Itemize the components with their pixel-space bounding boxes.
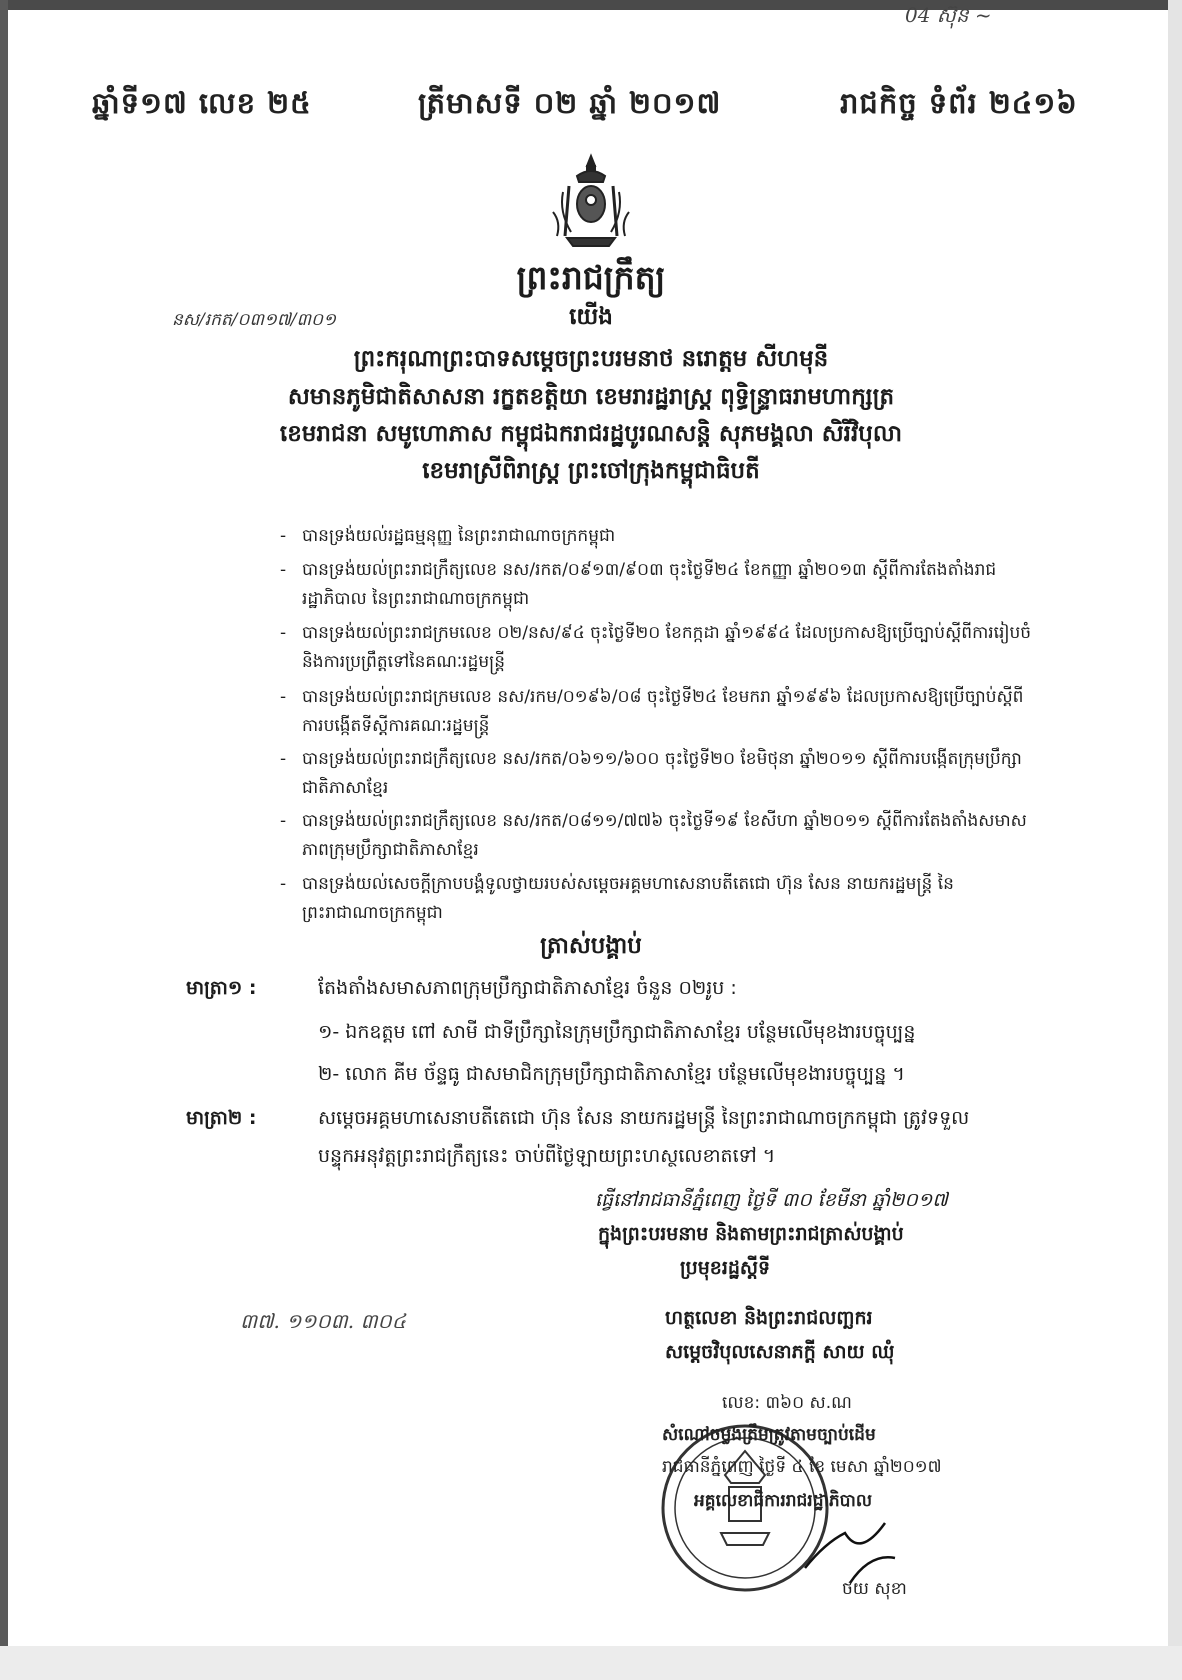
visa-item: - បានទ្រង់យល់សេចក្តីក្រាបបង្គំទូលថ្វាយរបស់សម្តេចអគ្គមហាសេនាបតីតេជោ ហ៊ុន សែន នាយករដ្ឋមន្ត្រី នៃព្រះរាជាណាចក្រកម្ពុជា [280, 870, 1040, 928]
scan-edge-top [0, 0, 1182, 10]
signature-line-4: សម្តេចវិបុលសេនាភក្តី សាយ ឈុំ [665, 1341, 895, 1363]
article-2-line-1: សម្តេចអគ្គមហាសេនាបតីតេជោ ហ៊ុន សែន នាយករដ្ឋមន្ត្រី នៃព្រះរាជាណាចក្រកម្ពុជា ត្រូវទទួល [318, 1107, 970, 1129]
visa-text: បានទ្រង់យល់រដ្ឋធម្មនុញ្ញ នៃព្រះរាជាណាចក្រកម្ពុជា [302, 526, 616, 546]
visa-text: បានទ្រង់យល់ព្រះរាជក្រឹត្យលេខ នស/រកត/០៩១៣/៩០៣ ចុះថ្ងៃទី២៤ ខែកញ្ញា ឆ្នាំ២០១៣ ស្តីពីការតែងតាំងរាជរដ្ឋាភិបាល នៃព្រះរាជាណាចក្រកម្ពុជា [302, 560, 997, 609]
article-1-intro: តែងតាំងសមាសភាពក្រុមប្រឹក្សាជាតិភាសាខ្មែរ ចំនួន ០២រូប : [318, 977, 737, 999]
visa-item: - បានទ្រង់យល់ព្រះរាជក្រឹត្យលេខ នស/រកត/០៩១៣/៩០៣ ចុះថ្ងៃទី២៤ ខែកញ្ញា ឆ្នាំ២០១៣ ស្តីពីការតែងតាំងរាជរដ្ឋាភិបាល នៃព្រះរាជាណាចក្រកម្ពុជា [280, 556, 1040, 614]
stamp-number: លេខ: ៣៦០ ស.ណ [722, 1393, 852, 1413]
royal-title-line-1: ព្រះករុណាព្រះបាទសម្តេចព្រះបរមនាថ នរោត្តម សីហមុនី [353, 346, 829, 372]
visa-item: - បានទ្រង់យល់ព្រះរាជក្រឹត្យលេខ នស/រកត/០៨១១/៧៧៦ ចុះថ្ងៃទី១៩ ខែសីហា ឆ្នាំ២០១១ ស្តីពីការតែងតាំងសមាសភាពក្រុមប្រឹក្សាជាតិភាសាខ្មែរ [280, 807, 1040, 865]
visa-item: - បានទ្រង់យល់ព្រះរាជក្រមលេខ នស/រកម/០១៩៦/០៨ ចុះថ្ងៃទី២៤ ខែមករា ឆ្នាំ១៩៩៦ ដែលប្រកាសឱ្យប្រើច្បាប់ស្តីពីការបង្កើតទីស្តីការគណៈរដ្ឋមន្ត្រី [280, 683, 1040, 741]
signature-line-1: ក្នុងព្រះបរមនាម និងតាមព្រះរាជត្រាស់បង្គាប់ [598, 1223, 904, 1245]
stamp-certified-copy: សំណៅចម្លងត្រឹមត្រូវតាមច្បាប់ដើម [662, 1425, 876, 1445]
gazette-year-issue: ឆ្នាំទី១៧ លេខ ២៥ [92, 86, 312, 120]
article-2-line-2: បន្ទុកអនុវត្តព្រះរាជក្រឹត្យនេះ ចាប់ពីថ្ងៃឡាយព្រះហស្ថលេខាតទៅ ។ [318, 1145, 776, 1167]
stamp-office: អគ្គលេខាធិការរាជរដ្ឋាភិបាល [694, 1491, 873, 1511]
we-heading: យើង [569, 304, 613, 330]
article-1-item-2: ២- លោក គីម ច័ន្ទធូ ជាសមាជិកក្រុមប្រឹក្សាជាតិភាសាខ្មែរ បន្ថែមលើមុខងារបច្ចុប្បន្ន ។ [318, 1063, 905, 1085]
signature-line-3: ហត្ថលេខា និងព្រះរាជលញ្ឆករ [665, 1307, 873, 1329]
signature-line-2: ប្រមុខរដ្ឋស្តីទី [680, 1257, 771, 1279]
visa-text: បានទ្រង់យល់សេចក្តីក្រាបបង្គំទូលថ្វាយរបស់សម្តេចអគ្គមហាសេនាបតីតេជោ ហ៊ុន សែន នាយករដ្ឋមន្ត្រី នៃព្រះរាជាណាចក្រកម្ពុជា [302, 874, 954, 923]
reference-number: នស/រកត/០៣១៧/៣០១ [172, 310, 336, 330]
decree-title: ព្រះរាជក្រឹត្យ [516, 258, 666, 297]
royal-title-line-4: ខេមរាស្រីពិរាស្ត្រ ព្រះចៅក្រុងកម្ពុជាធិបតី [422, 458, 760, 484]
visa-text: បានទ្រង់យល់ព្រះរាជក្រឹត្យលេខ នស/រកត/០៦១១/៦០០ ចុះថ្ងៃទី២០ ខែមិថុនា ឆ្នាំ២០១១ ស្តីពីការបង្កើតក្រុមប្រឹក្សាជាតិភាសាខ្មែរ [302, 749, 1022, 798]
visa-item: - បានទ្រង់យល់ព្រះរាជក្រឹត្យលេខ នស/រកត/០៦១១/៦០០ ចុះថ្ងៃទី២០ ខែមិថុនា ឆ្នាំ២០១១ ស្តីពីការបង្កើតក្រុមប្រឹក្សាជាតិភាសាខ្មែរ [280, 745, 1040, 803]
gazette-page: រាជកិច្ច ទំព័រ ២៤១៦ [840, 86, 1078, 120]
scan-edge-right [1168, 0, 1182, 1680]
decree-heading: ត្រាស់បង្គាប់ [540, 933, 642, 959]
article-1-item-1: ១- ឯកឧត្តម ពៅ សាមី ជាទីប្រឹក្សានៃក្រុមប្រឹក្សាជាតិភាសាខ្មែរ បន្ថែមលើមុខងារបច្ចុប្បន្ន [318, 1021, 916, 1043]
visa-text: បានទ្រង់យល់ព្រះរាជក្រមលេខ ០២/នស/៩៤ ចុះថ្ងៃទី២០ ខែកក្កដា ឆ្នាំ១៩៩៤ ដែលប្រកាសឱ្យប្រើច្បាប់ស្តីពីការរៀបចំ និងការប្រព្រឹត្តទៅនៃគណៈរដ្ឋមន្ត្រី [302, 623, 1032, 672]
corner-handwritten-note: 04 ស៊ុន ~ [905, 3, 992, 27]
place-date: ធ្វើនៅរាជធានីភ្នំពេញ ថ្ងៃទី ៣០ ខែមីនា ឆ្នាំ២០១៧ [595, 1189, 948, 1211]
visa-text: បានទ្រង់យល់ព្រះរាជក្រមលេខ នស/រកម/០១៩៦/០៨ ចុះថ្ងៃទី២៤ ខែមករា ឆ្នាំ១៩៩៦ ដែលប្រកាសឱ្យប្រើច្បាប់ស្តីពីការបង្កើតទីស្តីការគណៈរដ្ឋមន្ត្រី [302, 687, 1024, 736]
scan-edge-left [0, 0, 8, 1680]
visa-text: បានទ្រង់យល់ព្រះរាជក្រឹត្យលេខ នស/រកត/០៨១១/៧៧៦ ចុះថ្ងៃទី១៩ ខែសីហា ឆ្នាំ២០១១ ស្តីពីការតែងតាំងសមាសភាពក្រុមប្រឹក្សាជាតិភាសាខ្មែរ [302, 811, 1027, 860]
royal-coat-of-arms-icon [543, 152, 639, 248]
royal-title-line-2: សមានភូមិជាតិសាសនា រក្ខតខត្តិយា ខេមរារដ្ឋរាស្ត្រ ពុទ្ធិន្ទ្រាធរាមហាក្សត្រ [287, 384, 895, 410]
article-1-label: មាត្រា១ : [186, 977, 257, 999]
handwritten-reference: ៣៧. ១១០៣. ៣០៤ [240, 1309, 406, 1333]
visa-item: - បានទ្រង់យល់ព្រះរាជក្រមលេខ ០២/នស/៩៤ ចុះថ្ងៃទី២០ ខែកក្កដា ឆ្នាំ១៩៩៤ ដែលប្រកាសឱ្យប្រើច្បាប់ស្តីពីការរៀបចំ និងការប្រព្រឹត្តទៅនៃគណៈរដ្ឋមន្ត្រី [280, 619, 1040, 677]
gazette-quarter: ត្រីមាសទី ០២ ឆ្នាំ ២០១៧ [418, 86, 722, 120]
royal-title-line-3: ខេមរាជនា សមូហោភាស កម្ពុជឯករាជរដ្ឋបូរណសន្តិ សុភមង្គលា សិរីវិបុលា [279, 421, 903, 447]
visa-item: - បានទ្រង់យល់រដ្ឋធម្មនុញ្ញ នៃព្រះរាជាណាចក្រកម្ពុជា [280, 522, 1040, 551]
stamp-date: រាជធានីភ្នំពេញ ថ្ងៃទី ៤ ខែ មេសា ឆ្នាំ២០១៧ [662, 1457, 942, 1477]
stamp-signer: ថយ សុខា [842, 1579, 907, 1599]
scan-edge-bottom [0, 1646, 1182, 1680]
article-2-label: មាត្រា២ : [186, 1107, 257, 1129]
